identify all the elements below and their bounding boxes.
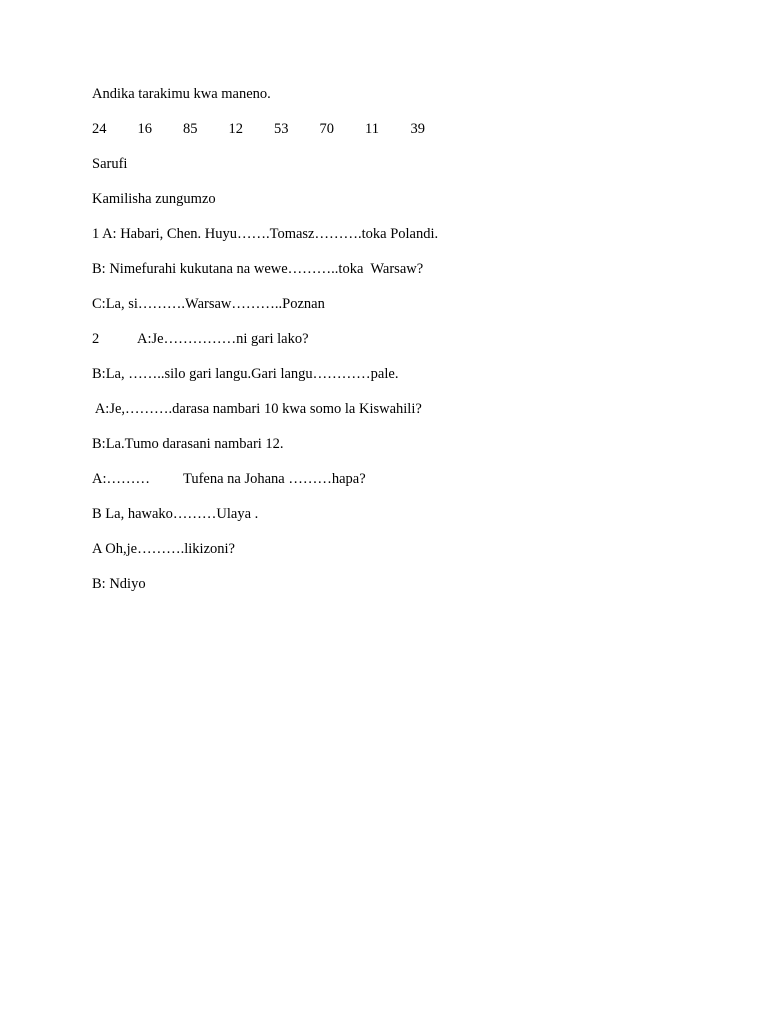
dialogue-line: A Oh,je……….likizoni?: [92, 541, 235, 557]
dialogue-line: B:La, ……..silo gari langu.Gari langu…………pale.: [92, 366, 399, 382]
number-item: 16: [137, 121, 152, 137]
dialogue-line: [92, 331, 732, 366]
dialogue-speaker: A:………: [92, 471, 150, 487]
dialogue-number: 2: [92, 331, 100, 347]
subsection-title: Kamilisha zungumzo: [92, 191, 216, 207]
number-row: [92, 121, 732, 156]
dialogue-text: A:Je……………ni gari lako?: [137, 331, 309, 347]
dialogue-line: B La, hawako………Ulaya .: [92, 506, 259, 522]
dialogue-line: C:La, si……….Warsaw………..Poznan: [92, 296, 325, 312]
number-item: 39: [410, 121, 425, 137]
dialogue-text: Tufena na Johana ………hapa?: [183, 471, 366, 487]
dialogue-line: B: Ndiyo: [92, 576, 146, 592]
number-item: 53: [274, 121, 289, 137]
section-title: Sarufi: [92, 156, 128, 172]
dialogue-line: B:La.Tumo darasani nambari 12.: [92, 436, 284, 452]
number-item: 70: [319, 121, 334, 137]
document-page: [92, 86, 732, 611]
instruction-text: Andika tarakimu kwa maneno.: [92, 86, 271, 102]
number-item: 11: [365, 121, 379, 137]
number-item: 24: [92, 121, 107, 137]
dialogue-line: 1 A: Habari, Chen. Huyu…….Tomasz……….toka Polandi.: [92, 226, 439, 242]
dialogue-line: A:Je,……….darasa nambari 10 kwa somo la Kiswahili?: [92, 401, 422, 417]
dialogue-line: B: Nimefurahi kukutana na wewe………..toka Warsaw?: [92, 261, 424, 277]
dialogue-line: [92, 471, 732, 506]
number-item: 85: [183, 121, 198, 137]
number-item: 12: [228, 121, 243, 137]
